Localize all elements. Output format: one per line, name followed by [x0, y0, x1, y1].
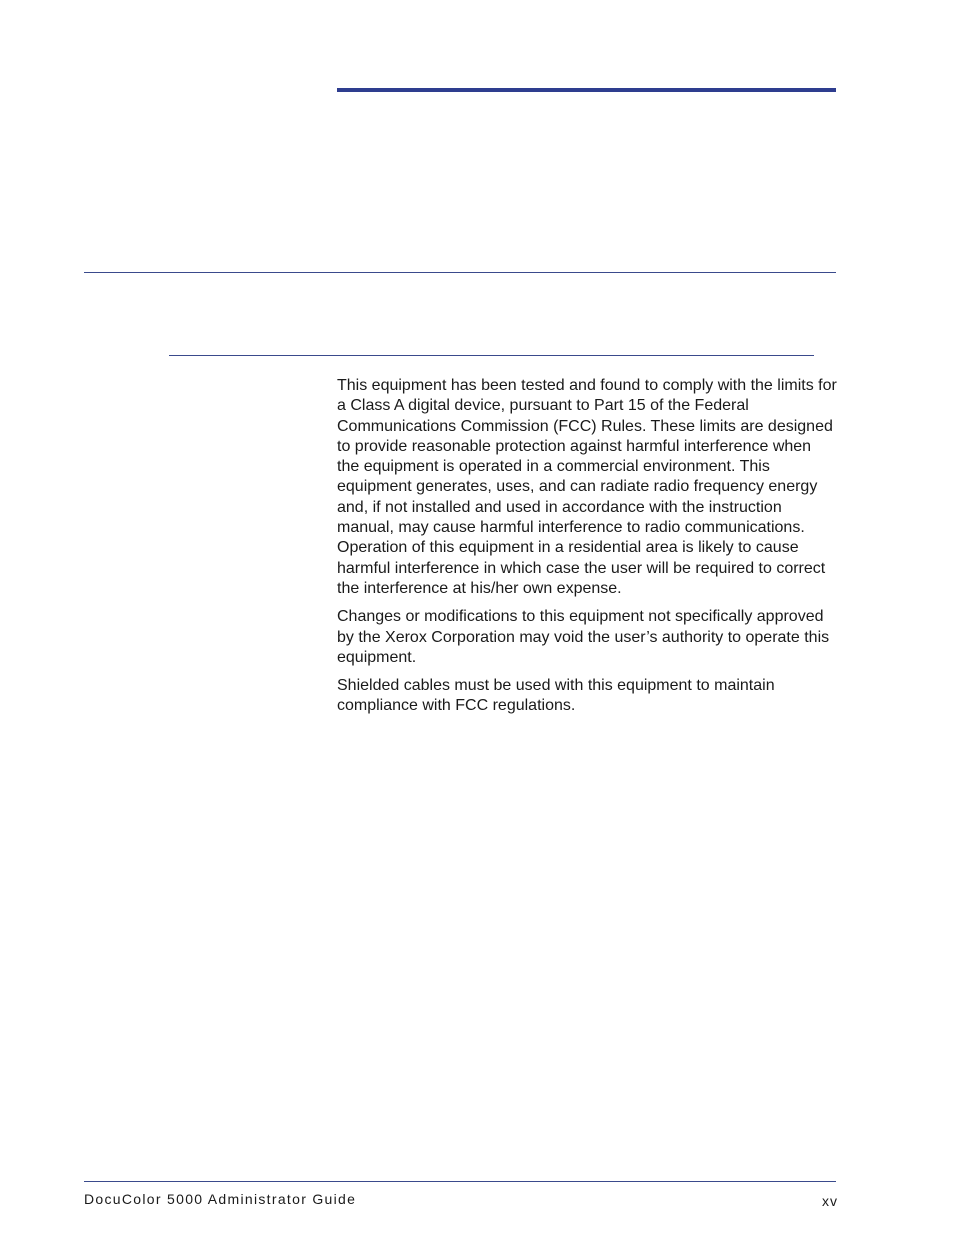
paragraph-fcc-compliance: This equipment has been tested and found to comply with the limits for a Class A digital device, pursuant to Part 15 of the Federal Communications Commission (FCC) Rules. These limits are designed to provide reasonable protection against harmful interference when the equipment is operated in a commercial environment. This equipment generates, uses, and can radiate radio frequency energy and, if not installed and used in accordance with the instruction manual, may cause harmful interference to radio communications. Operation of this equipment in a residential area is likely to cause harmful interference in which case the user will be required to correct the interference at his/her own expense.: [337, 377, 837, 597]
section-divider: [84, 272, 836, 273]
subsection-divider: [169, 355, 814, 356]
page-number: xv: [822, 1193, 838, 1209]
chapter-header-rule: [337, 88, 836, 92]
paragraph-shielded-cables: Shielded cables must be used with this equipment to maintain compliance with FCC regulations.: [337, 677, 775, 715]
body-text: [337, 376, 837, 725]
footer-title: DocuColor 5000 Administrator Guide: [84, 1191, 357, 1207]
paragraph-modifications: Changes or modifications to this equipment not specifically approved by the Xerox Corporation may void the user’s authority to operate this equipment.: [337, 608, 830, 666]
footer-rule: [84, 1181, 836, 1182]
